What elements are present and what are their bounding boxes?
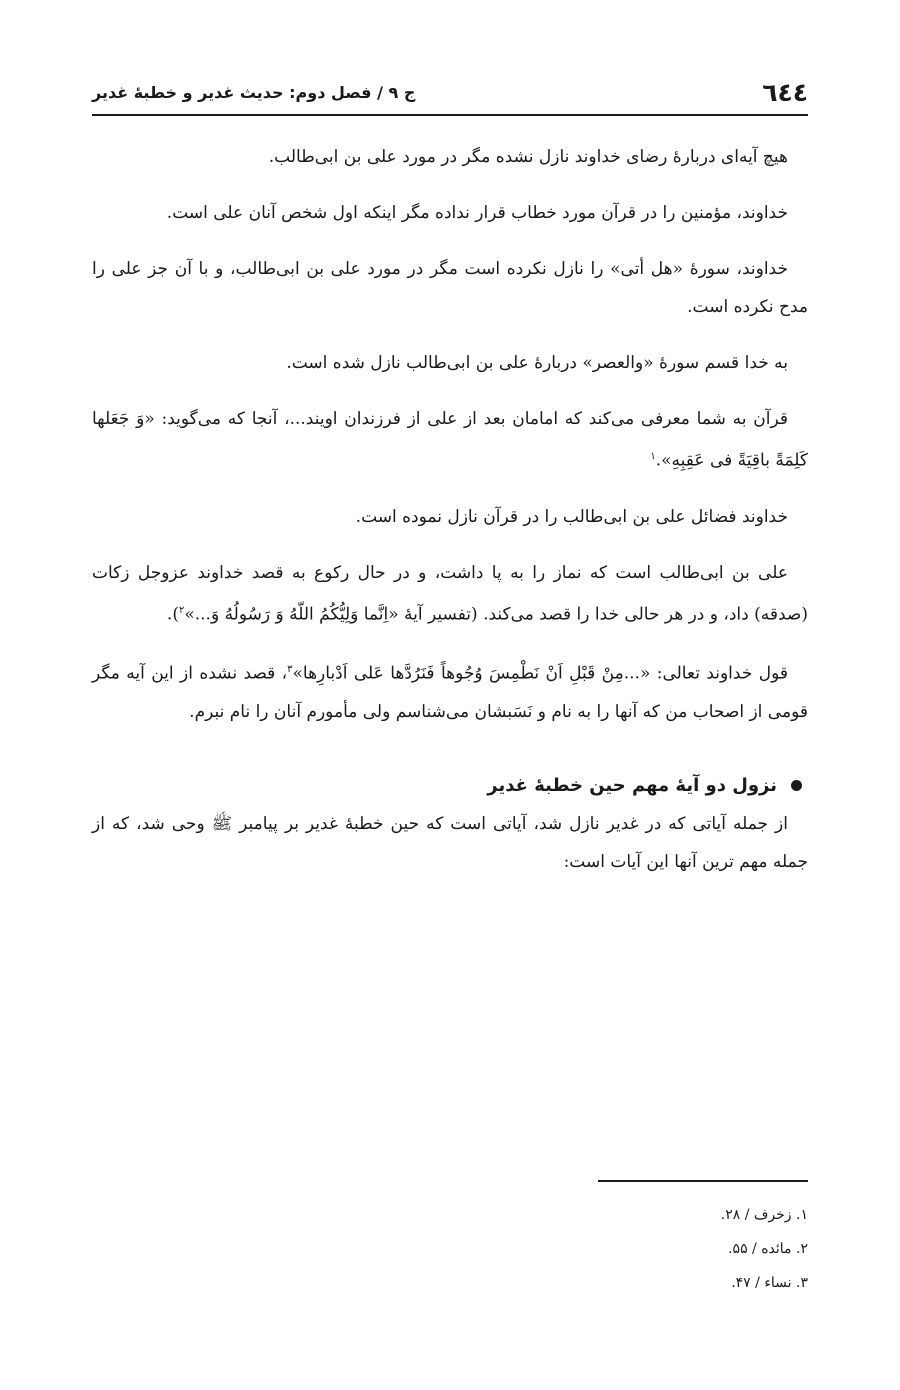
footnote-divider [598,1180,808,1182]
bullet-icon [791,780,802,791]
page-body [92,138,808,899]
paragraph-5-text: قرآن به شما معرفی می‌کند که امامان بعد از علی از فرزندان اویند...، آنجا که می‌گوید: «وَ جَعَلها كَلِمَةً باقِيَةً فی عَقِبِهِ». [92,409,808,471]
footnote-2: ۲. مائده / ۵۵. [728,1241,808,1257]
section-heading-text: نزول دو آیهٔ مهم حین خطبهٔ غدیر [487,774,777,796]
paragraph-3: خداوند، سورهٔ «هل أتی» را نازل نکرده است مگر در مورد علی بن ابی‌طالب، و با آن جز علی را مدح نکرده است. [92,259,808,317]
footnote-1: ۱. زخرف / ۲۸. [720,1207,808,1223]
paragraph-2: خداوند، مؤمنین را در قرآن مورد خطاب قرار نداده مگر اینکه اول شخص آنان علی است. [166,203,788,223]
paragraph-8 [92,651,808,731]
paragraph-7-text: علی بن ابی‌طالب است که نماز را به پا داشت، و در حال رکوع به قصد خداوند عزوجل زکات (صدقه) داد، و در هر حالی خدا را قصد می‌کند. (تفسیر آیهٔ «اِنَّما وَلِيُّكُمُ اللّهُ وَ رَسُولُهُ وَ...» [92,562,808,625]
section-paragraph: از جمله آیاتی که در غدیر نازل شد، آیاتی است که حین خطبهٔ غدیر بر پیامبر ﷺ وحی شد، که از جمله مهم ترین آنها این آیات است: [92,813,808,872]
footnotes [92,1180,808,1300]
footnote-ref-2: ۲ [178,604,185,616]
footnote-ref-3: ۳ [287,664,293,676]
paragraph-7-tail: ). [166,604,179,625]
paragraph-6: خداوند فضائل علی بن ابی‌طالب را در قرآن نازل نموده است. [355,506,788,527]
book-page [92,0,808,1390]
paragraph-7 [92,554,808,634]
paragraph-8-rest: ، قصد نشده از این آیه مگر قومی از اصحاب من که آنها را به نام و نَسَبشان می‌شناسم ولی مأمورم آنان را نام نبرم. [92,663,808,722]
paragraph-5 [92,400,808,480]
section-heading [92,767,808,805]
paragraph-1: هیچ آیه‌ای دربارهٔ رضای خداوند نازل نشده مگر در مورد علی بن ابی‌طالب. [268,147,788,167]
page-header [92,70,808,116]
paragraph-4: به خدا قسم سورهٔ «والعصر» دربارهٔ علی بن ابی‌طالب نازل شده است. [286,353,788,373]
page-number: ٦٤٤ [762,77,808,107]
running-title: ج ۹ / فصل دوم: حدیث غدیر و خطبهٔ غدیر [92,82,416,102]
footnote-ref-1: ۱ [650,451,656,462]
footnote-3: ۳. نساء / ۴۷. [731,1275,808,1291]
paragraph-8-quote: قول خداوند تعالی: «...مِنْ قَبْلِ اَنْ نَطْمِسَ وُجُوهاً فَنَرُدَّها عَلی اَدْبارِها» [292,663,788,684]
